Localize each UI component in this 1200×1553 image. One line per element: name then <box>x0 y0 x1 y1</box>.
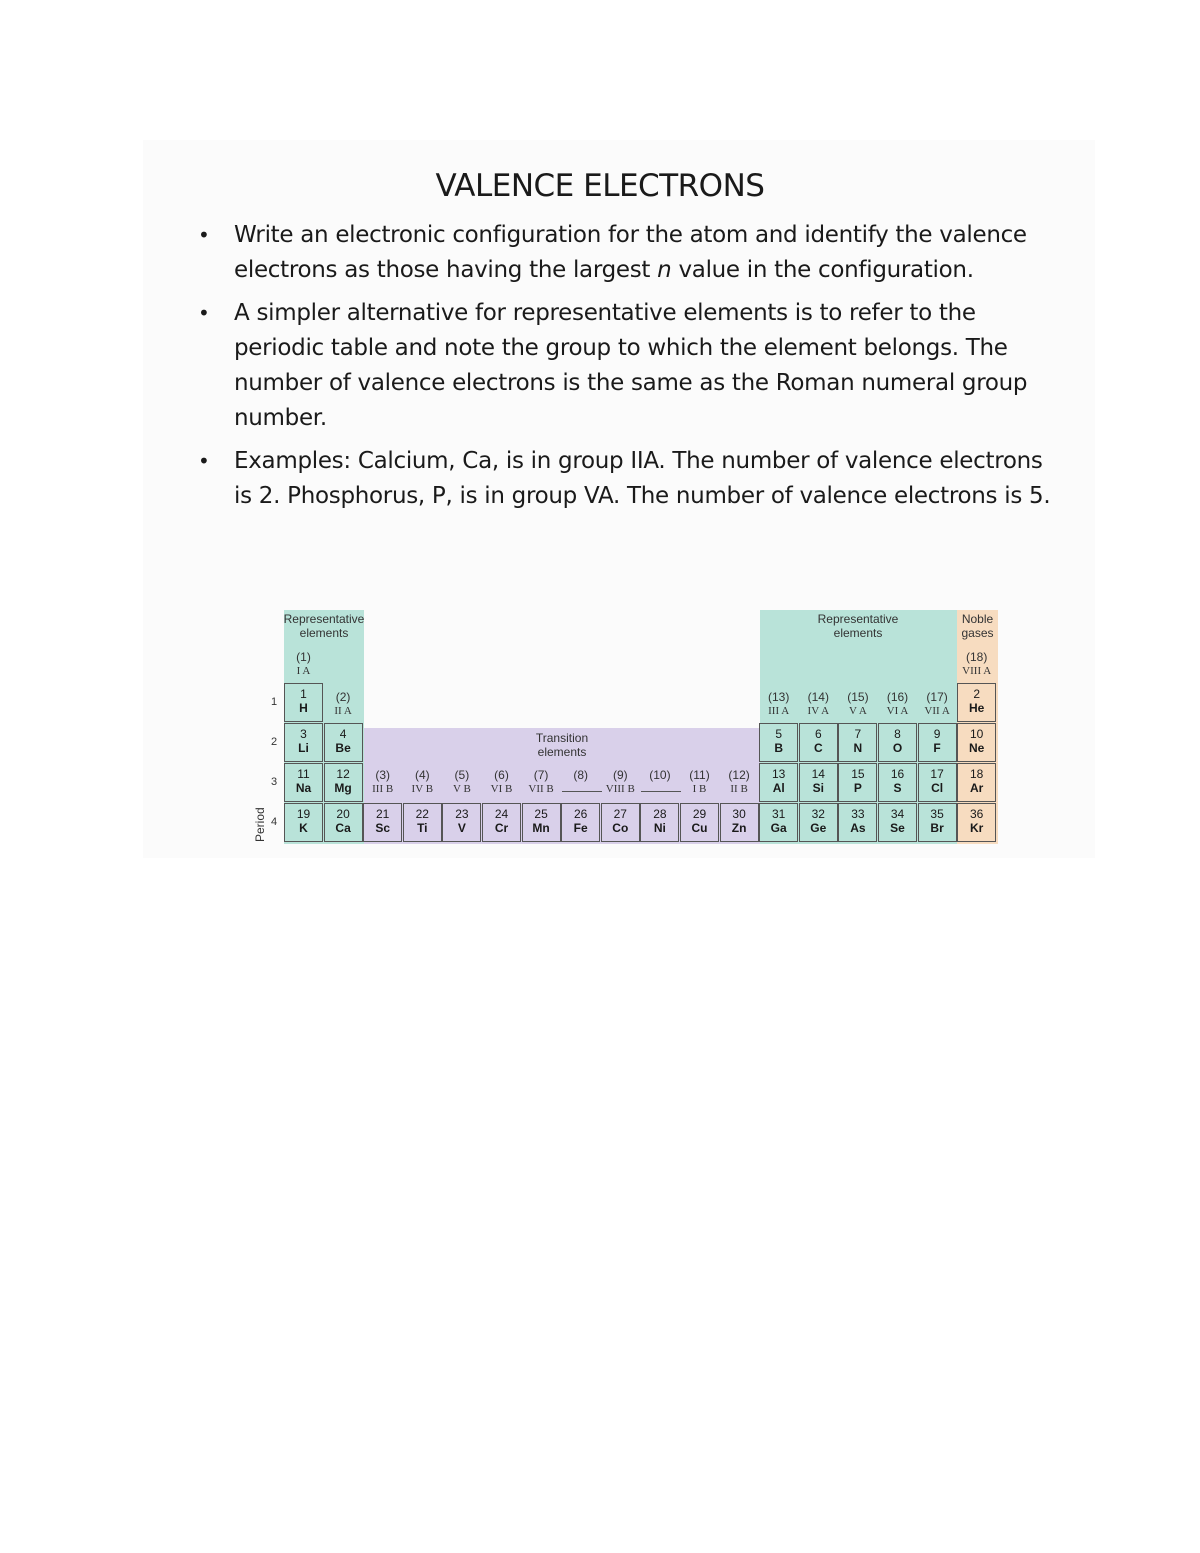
atomic-number: 8 <box>894 727 901 741</box>
period-number: 4 <box>271 816 278 828</box>
group-roman: VII B <box>528 783 554 795</box>
bullet-icon: • <box>198 223 210 247</box>
atomic-number: 10 <box>970 727 984 741</box>
atomic-number: 2 <box>973 687 981 701</box>
atomic-number: 5 <box>775 727 783 741</box>
atomic-number: 16 <box>890 767 905 781</box>
element-cell-zn <box>720 803 759 842</box>
element-symbol: Cl <box>931 781 944 795</box>
atomic-number: 23 <box>455 807 469 821</box>
element-symbol: Cu <box>691 821 708 835</box>
element-cell-k <box>284 803 323 842</box>
atomic-number: 31 <box>772 807 786 821</box>
element-symbol: Li <box>298 741 309 755</box>
bullet-item <box>198 296 1058 436</box>
element-symbol: V <box>457 821 466 835</box>
element-cell-he <box>957 683 996 722</box>
element-symbol: Cr <box>494 821 509 835</box>
group-header-6 <box>482 768 522 796</box>
element-cell-cu <box>680 803 719 842</box>
group-roman: II A <box>334 705 352 717</box>
viii-b-bracket-right <box>641 791 681 792</box>
element-cell-ga <box>759 803 798 842</box>
element-symbol: C <box>813 741 823 755</box>
group-number: (13) <box>768 690 790 704</box>
group-number: (16) <box>886 690 909 704</box>
element-symbol: Ge <box>810 821 827 835</box>
period-axis-label: Period <box>253 807 267 842</box>
element-cell-al <box>759 763 798 802</box>
bullet-item <box>198 218 1058 288</box>
bullet-italic-n: n <box>657 257 672 283</box>
element-cell-b <box>759 723 798 762</box>
noble-gas-label: Noble gases <box>961 612 994 640</box>
element-cell-ni <box>640 803 679 842</box>
group-roman: IV B <box>411 783 434 795</box>
bullet-text: A simpler alternative for representative elements is to refer to the periodic table and note the group to which the element belongs. The number of valence electrons is the same as the Roman numeral group number. <box>234 300 1028 431</box>
group-header-8 <box>561 768 601 782</box>
atomic-number: 6 <box>814 727 822 741</box>
element-cell-cl <box>918 763 957 802</box>
atomic-number: 22 <box>415 807 429 821</box>
element-symbol: As <box>850 821 866 835</box>
atomic-number: 34 <box>890 807 905 821</box>
group-header-3 <box>363 768 403 796</box>
element-cell-be <box>324 723 363 762</box>
element-cell-kr <box>957 803 996 842</box>
element-cell-ne <box>957 723 996 762</box>
atomic-number: 30 <box>732 807 746 821</box>
element-cell-br <box>918 803 957 842</box>
group-roman: V A <box>848 705 867 717</box>
group-number: (10) <box>649 768 671 782</box>
viii-b-bracket-left <box>562 791 602 792</box>
group-roman: I A <box>296 665 311 677</box>
element-cell-ca <box>324 803 363 842</box>
atomic-number: 14 <box>811 767 825 781</box>
group-number: (5) <box>454 768 470 782</box>
element-cell-na <box>284 763 323 802</box>
group-header-10 <box>640 768 680 782</box>
group-roman: III B <box>372 783 394 795</box>
element-cell-li <box>284 723 323 762</box>
element-symbol: Ni <box>653 821 666 835</box>
element-symbol: Na <box>295 781 312 795</box>
group-header-15 <box>838 690 878 718</box>
atomic-number: 33 <box>851 807 865 821</box>
atomic-number: 15 <box>851 767 865 781</box>
element-symbol: K <box>299 821 308 835</box>
atomic-number: 18 <box>970 767 984 781</box>
group-number: (18) <box>966 650 988 664</box>
bullet-list <box>198 218 1058 522</box>
group-number: (7) <box>533 768 549 782</box>
group-number: (6) <box>494 768 509 782</box>
element-cell-n <box>838 723 877 762</box>
group-number: (11) <box>689 768 710 782</box>
group-roman: VIII A <box>962 665 992 677</box>
atomic-number: 32 <box>811 807 825 821</box>
group-header-18 <box>957 650 997 678</box>
element-cell-co <box>601 803 640 842</box>
element-symbol: Zn <box>731 821 747 835</box>
element-symbol: He <box>969 701 985 715</box>
element-symbol: Ga <box>770 821 787 835</box>
element-cell-s <box>878 763 917 802</box>
atomic-number: 9 <box>933 727 941 741</box>
atomic-number: 7 <box>854 727 862 741</box>
element-symbol: Sc <box>375 821 391 835</box>
group-header-7 <box>521 768 561 796</box>
group-roman: VI A <box>886 705 909 717</box>
bullet-text: Examples: Calcium, Ca, is in group IIA. The number of valence electrons is 2. Phosphorus, P, is in group VA. The number of valence electrons is 5. <box>234 448 1051 509</box>
element-symbol: Ca <box>335 821 351 835</box>
group-header-5 <box>442 768 482 796</box>
element-symbol: Mg <box>334 781 352 795</box>
element-symbol: Fe <box>573 821 588 835</box>
element-symbol: P <box>853 781 862 795</box>
group-number: (4) <box>414 768 430 782</box>
atomic-number: 25 <box>534 807 548 821</box>
bullet-text: Write an electronic configuration for the atom and identify the valence electrons as those having the largest <box>234 222 1027 283</box>
element-symbol: Kr <box>970 821 984 835</box>
group-number: (3) <box>375 768 391 782</box>
representative-label-left: Representative elements <box>283 612 365 640</box>
transition-label: Transition elements <box>535 731 589 759</box>
atomic-number: 27 <box>613 807 627 821</box>
element-cell-si <box>799 763 838 802</box>
group-number: (8) <box>573 768 589 782</box>
element-symbol: Ar <box>970 781 984 795</box>
atomic-number: 12 <box>336 767 350 781</box>
group-number: (1) <box>296 650 311 664</box>
atomic-number: 11 <box>297 767 310 781</box>
atomic-number: 35 <box>930 807 944 821</box>
group-header-16 <box>878 690 918 718</box>
group-roman: VII A <box>924 705 950 717</box>
element-cell-p <box>838 763 877 802</box>
group-header-2 <box>323 690 363 718</box>
atomic-number: 20 <box>336 807 350 821</box>
group-number: (2) <box>335 690 351 704</box>
atomic-number: 36 <box>970 807 984 821</box>
element-symbol: Ne <box>969 741 985 755</box>
period-number: 3 <box>271 776 278 788</box>
bullet-text-tail: value in the configuration. <box>671 257 974 283</box>
element-cell-c <box>799 723 838 762</box>
atomic-number: 24 <box>494 807 509 821</box>
element-cell-mn <box>522 803 561 842</box>
element-symbol: Mn <box>532 821 550 835</box>
atomic-number: 3 <box>300 727 307 741</box>
group-roman: V B <box>452 783 471 795</box>
group-number: (14) <box>807 690 829 704</box>
group-roman: VIII B <box>605 783 635 795</box>
group-roman: I B <box>692 783 707 795</box>
atomic-number: 29 <box>692 807 707 821</box>
element-symbol: Br <box>930 821 944 835</box>
element-symbol: H <box>299 701 308 715</box>
group-roman: III A <box>768 705 790 717</box>
atomic-number: 21 <box>376 807 390 821</box>
element-cell-h <box>284 683 323 722</box>
period-number: 1 <box>271 696 278 708</box>
element-cell-ar <box>957 763 996 802</box>
element-symbol: O <box>892 741 903 755</box>
element-symbol: Al <box>772 781 785 795</box>
element-symbol: Co <box>612 821 629 835</box>
bullet-icon: • <box>198 301 210 325</box>
group-header-1 <box>284 650 324 678</box>
atomic-number: 17 <box>930 767 944 781</box>
element-cell-fe <box>561 803 600 842</box>
group-number: (12) <box>728 768 750 782</box>
element-symbol: S <box>893 781 902 795</box>
element-cell-v <box>442 803 481 842</box>
element-symbol: Se <box>890 821 905 835</box>
element-cell-ge <box>799 803 838 842</box>
group-number: (9) <box>612 768 628 782</box>
group-roman: IV A <box>807 705 830 717</box>
element-cell-as <box>838 803 877 842</box>
group-roman: VI B <box>490 783 513 795</box>
group-header-14 <box>798 690 838 718</box>
group-header-17 <box>917 690 957 718</box>
bullet-item <box>198 444 1058 514</box>
element-cell-se <box>878 803 917 842</box>
page-title: VALENCE ELECTRONS <box>435 168 765 204</box>
element-cell-mg <box>324 763 363 802</box>
group-number: (15) <box>847 690 869 704</box>
element-cell-ti <box>403 803 442 842</box>
element-cell-o <box>878 723 917 762</box>
element-cell-sc <box>363 803 402 842</box>
group-header-12 <box>719 768 759 796</box>
element-cell-cr <box>482 803 521 842</box>
atomic-number: 4 <box>339 727 347 741</box>
group-header-4 <box>402 768 442 796</box>
period-number: 2 <box>271 736 278 748</box>
element-symbol: B <box>774 741 784 755</box>
element-symbol: Si <box>812 781 824 795</box>
group-header-11 <box>680 768 720 796</box>
element-cell-f <box>918 723 957 762</box>
atomic-number: 13 <box>772 767 786 781</box>
atomic-number: 26 <box>574 807 588 821</box>
atomic-number: 28 <box>653 807 667 821</box>
element-symbol: Ti <box>417 821 428 835</box>
atomic-number: 19 <box>296 807 311 821</box>
element-symbol: N <box>853 741 863 755</box>
group-header-13 <box>759 690 799 718</box>
atomic-number: 1 <box>300 687 307 701</box>
element-symbol: F <box>933 741 941 755</box>
bullet-icon: • <box>198 449 210 473</box>
group-roman: II B <box>730 783 748 795</box>
element-symbol: Be <box>335 741 351 755</box>
group-header-9 <box>600 768 640 796</box>
representative-label-right: Representative elements <box>817 612 899 640</box>
group-number: (17) <box>926 690 948 704</box>
